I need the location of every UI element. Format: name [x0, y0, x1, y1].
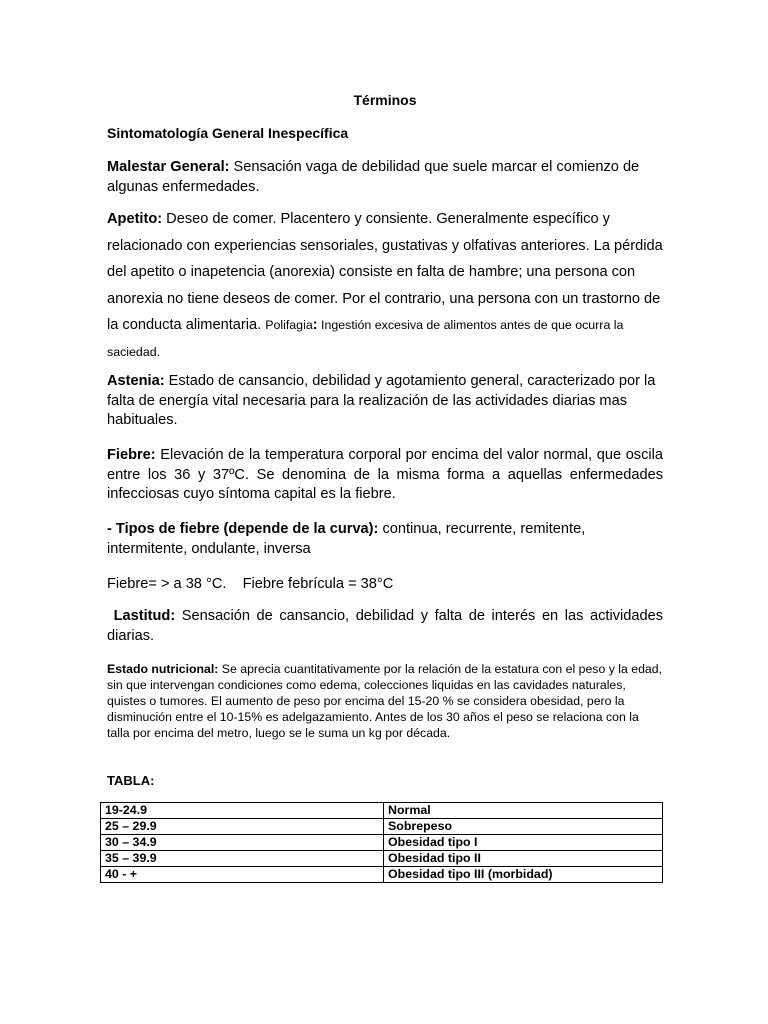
table-cell-classification: Obesidad tipo I — [384, 835, 663, 851]
paragraph-apetito — [107, 206, 663, 365]
imc-table — [100, 802, 663, 883]
table-cell-range: 19-24.9 — [101, 803, 384, 819]
paragraph-malestar — [107, 158, 663, 197]
definition-polifagia: Ingestión excesiva de alimentos antes de que ocurra la saciedad. — [107, 318, 624, 359]
term-fiebre: Fiebre: — [107, 447, 156, 463]
table-row — [101, 851, 663, 867]
polifagia-colon: : — [312, 317, 318, 333]
term-tipos-fiebre: - Tipos de fiebre (depende de la curva): — [107, 521, 379, 537]
paragraph-estado-nutricional — [107, 662, 663, 742]
term-astenia: Astenia: — [107, 373, 165, 389]
paragraph-astenia — [107, 372, 663, 431]
definition-malestar: Sensación vaga de debilidad que suele marcar el comienzo de algunas enfermedades. — [107, 159, 640, 195]
table-cell-range: 35 – 39.9 — [101, 851, 384, 867]
table-row — [101, 835, 663, 851]
table-cell-classification: Sobrepeso — [384, 819, 663, 835]
definition-astenia: Estado de cansancio, debilidad y agotamiento general, caracterizado por la falta de energía vital necesaria para la realización de las actividades diarias mas habituales. — [107, 373, 656, 428]
table-cell-range: 30 – 34.9 — [101, 835, 384, 851]
table-cell-classification: Obesidad tipo II — [384, 851, 663, 867]
paragraph-tipos-fiebre — [107, 520, 663, 559]
term-polifagia: Polifagia — [265, 318, 313, 332]
term-lastitud: Lastitud: — [113, 608, 176, 624]
paragraph-fiebre-valores: Fiebre= > a 38 °C. Fiebre febrícula = 38°C — [107, 576, 394, 592]
table-row — [101, 819, 663, 835]
table-cell-classification: Obesidad tipo III (morbidad) — [384, 867, 663, 883]
definition-tipos-fiebre: continua, recurrente, remitente, intermitente, ondulante, inversa — [107, 521, 586, 557]
definition-apetito: Deseo de comer. Placentero y consiente. Generalmente específico y relacionado con experiencias sensoriales, gustativas y olfativas anteriores. La pérdida del apetito o inapetencia (anorexia) consiste en falta de hambre; una persona con anorexia no tiene deseos de comer. Por el contrario, una persona con un trastorno de la conducta alimentaria. — [107, 211, 663, 333]
definition-lastitud: Sensación de cansancio, debilidad y falta de interés en las actividades diarias. — [107, 608, 664, 644]
paragraph-lastitud — [107, 607, 663, 646]
section-title: Sintomatología General Inespecífica — [107, 125, 349, 141]
paragraph-fiebre — [107, 446, 663, 505]
document-title: Términos — [353, 92, 417, 108]
term-malestar: Malestar General: — [107, 159, 230, 175]
tabla-label: TABLA: — [107, 773, 155, 788]
term-apetito: Apetito: — [107, 211, 163, 227]
definition-estado-nutricional: Se aprecia cuantitativamente por la relación de la estatura con el peso y la edad, sin que intervengan condiciones como edema, colecciones liquidas en las cavidades naturales, quistes o tumores. El aumento de peso por encima del 15-20 % se considera obesidad, pero la disminución entre el 10-15% es adelgazamiento. Antes de los 30 años el peso se relaciona con la talla por encima del metro, luego se le suma un kg por década. — [107, 662, 663, 740]
definition-fiebre: Elevación de la temperatura corporal por encima del valor normal, que oscila entre los 36 y 37ºC. Se denomina de la misma forma a aquellas enfermedades infecciosas cuyo síntoma capital es la fiebre. — [107, 447, 663, 502]
table-cell-classification: Normal — [384, 803, 663, 819]
table-row — [101, 867, 663, 883]
table-row — [101, 803, 663, 819]
table-cell-range: 40 - + — [101, 867, 384, 883]
table-cell-range: 25 – 29.9 — [101, 819, 384, 835]
term-estado-nutricional: Estado nutricional: — [107, 662, 219, 676]
